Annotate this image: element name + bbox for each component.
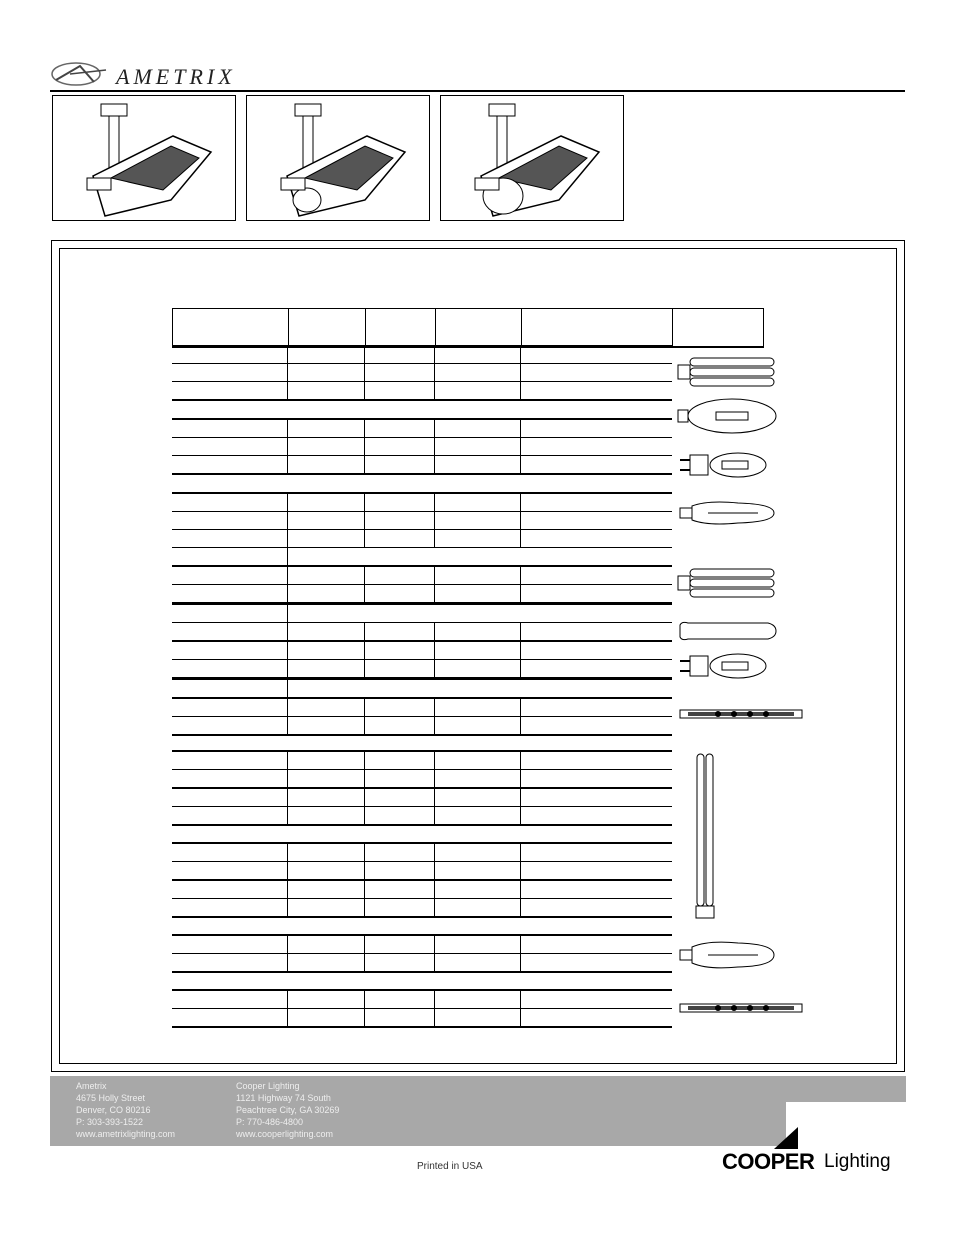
ed-hps-lamp-icon — [678, 940, 778, 970]
header-divider — [435, 309, 436, 346]
table-row — [172, 787, 672, 806]
table-row — [172, 455, 672, 475]
double-ended-halogen-lamp-icon — [678, 999, 804, 1017]
table-row — [172, 584, 672, 604]
bipin-metal-halide-lamp-icon — [678, 651, 770, 681]
fixture-icon — [247, 96, 429, 220]
table-row — [172, 363, 672, 381]
logo-word: Lighting — [824, 1151, 891, 1172]
header-divider — [672, 309, 673, 346]
table-row — [172, 953, 672, 973]
double-ended-halogen-lamp-icon — [678, 705, 804, 723]
printed-note: Printed in USA — [417, 1161, 483, 1172]
table-row — [172, 345, 672, 363]
cooper-city: Peachtree City, GA 30269 — [236, 1105, 340, 1115]
table-row — [172, 529, 672, 547]
table-row — [172, 898, 672, 918]
table-row — [172, 437, 672, 455]
tubular-lamp-icon — [678, 619, 778, 643]
fixture-thumbnail-1 — [52, 95, 236, 221]
cooper-slash-icon — [774, 1127, 798, 1149]
table-row — [172, 547, 672, 565]
lamp-group-4 — [172, 750, 672, 826]
table-row — [172, 679, 672, 697]
lamp-group-3 — [172, 492, 672, 736]
header-divider — [365, 309, 366, 346]
table-row — [172, 418, 672, 437]
cooper-website: www.cooperlighting.com — [236, 1129, 334, 1139]
lamp-group-1 — [172, 345, 672, 401]
compact-fluorescent-lamp-icon — [676, 355, 776, 389]
cooper-phone: P: 770-486-4800 — [236, 1117, 304, 1127]
table-row — [172, 861, 672, 879]
header-divider — [288, 309, 289, 346]
table-row — [172, 769, 672, 787]
table-row — [172, 511, 672, 529]
table-row — [172, 565, 672, 584]
cooper-street: 1121 Highway 74 South — [236, 1093, 331, 1103]
fixture-icon — [53, 96, 235, 220]
ametrix-logo-icon — [50, 60, 110, 88]
cooper-address — [236, 1080, 339, 1140]
table-row — [172, 934, 672, 953]
long-twin-tube-fluorescent-lamp-icon — [694, 752, 716, 920]
table-row — [172, 842, 672, 861]
fixture-thumbnail-2 — [246, 95, 430, 221]
table-row — [172, 879, 672, 898]
table-row — [172, 640, 672, 659]
table-row — [172, 604, 672, 622]
cooper-lighting-logo — [722, 1125, 907, 1177]
lamp-table-header — [172, 308, 764, 348]
lamp-group-5 — [172, 842, 672, 918]
table-row — [172, 750, 672, 769]
page-header — [50, 58, 905, 92]
compact-fluorescent-lamp-icon — [676, 566, 776, 600]
logo-brand: COOPER — [722, 1149, 815, 1174]
table-row — [172, 716, 672, 736]
ametrix-address — [76, 1080, 175, 1140]
fixture-thumbnail-3 — [440, 95, 624, 221]
header-divider — [521, 309, 522, 346]
table-row — [172, 697, 672, 716]
lamp-group-2 — [172, 418, 672, 475]
table-row — [172, 659, 672, 679]
fixture-icon — [441, 96, 623, 220]
header-rule — [50, 90, 905, 92]
ametrix-city: Denver, CO 80216 — [76, 1105, 151, 1115]
table-row — [172, 989, 672, 1008]
bipin-metal-halide-lamp-icon — [678, 450, 770, 480]
table-row — [172, 806, 672, 826]
cooper-company-name: Cooper Lighting — [236, 1081, 300, 1091]
ametrix-phone: P: 303-393-1522 — [76, 1117, 144, 1127]
table-row — [172, 492, 672, 511]
ametrix-street: 4675 Holly Street — [76, 1093, 146, 1103]
lamp-group-7 — [172, 989, 672, 1028]
table-row — [172, 381, 672, 401]
ed-metal-halide-lamp-icon — [676, 396, 780, 436]
ed-hps-lamp-icon — [678, 500, 778, 526]
brand-name: AMETRIX — [116, 64, 236, 89]
ametrix-website: www.ametrixlighting.com — [76, 1129, 176, 1139]
ametrix-company-name: Ametrix — [76, 1081, 107, 1091]
table-row — [172, 1008, 672, 1028]
table-row — [172, 622, 672, 640]
lamp-group-6 — [172, 934, 672, 973]
